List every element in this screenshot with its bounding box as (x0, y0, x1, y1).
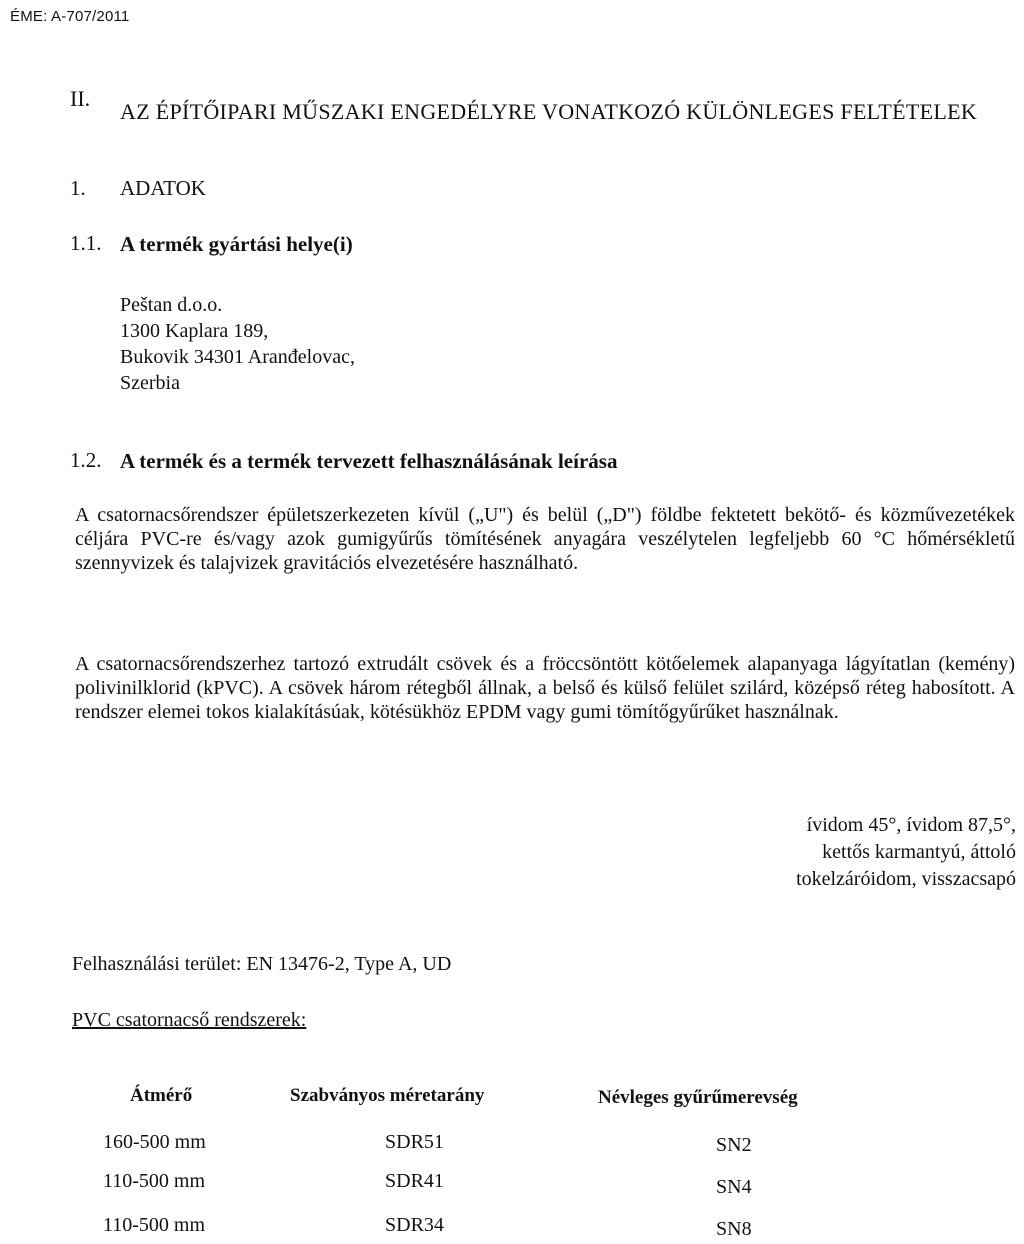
subsection-1-2-number: 1.2. (70, 448, 102, 472)
address-line: Bukovik 34301 Aranđelovac, (120, 346, 355, 368)
address-line: Szerbia (120, 372, 180, 394)
systems-title: PVC csatornacső rendszerek: (72, 1009, 307, 1031)
address-line: 1300 Kaplara 189, (120, 320, 269, 342)
fittings-list (676, 812, 1016, 893)
description-paragraph-1: A csatornacsőrendszer épületszerkezeten kívül („U") és belül („D") földbe fektetett bekötő- és közművezetékek céljára PVC-re és/vagy azok gumigyűrűs tömítésének anyagára veszélytelen legfeljebb 60 °C hőmérsékletű szennyvizek és talajvizek gravitációs elvezetésére használható. (75, 504, 1015, 574)
table-cell: SDR51 (385, 1131, 444, 1153)
address-line: Peštan d.o.o. (120, 294, 223, 316)
table-cell: SN4 (716, 1176, 752, 1198)
table-header-sdr: Szabványos méretarány (290, 1085, 485, 1106)
table-cell: SN2 (716, 1134, 752, 1156)
table-cell: SN8 (716, 1218, 752, 1240)
subsection-1-1-title: A termék gyártási helye(i) (120, 232, 353, 256)
fittings-line: kettős karmantyú, áttoló (822, 841, 1016, 863)
description-paragraph-2: A csatornacsőrendszerhez tartozó extrudált csövek és a fröccsöntött kötőelemek alapanyaga lágyítatlan (kemény) polivinilklorid (kPVC). A csövek három rétegből állnak, a belső és külső felület szilárd, középső réteg habosított. A rendszer elemei tokos kialakításúak, kötésükhöz EPDM vagy gumi tömítőgyűrűket használnak. (75, 653, 1015, 723)
document-id: ÉME: A-707/2011 (10, 8, 130, 25)
fittings-line: tokelzáróidom, visszacsapó (796, 868, 1016, 890)
table-header-stiffness: Névleges gyűrűmerevség (598, 1087, 798, 1108)
subsection-1-2-title: A termék és a termék tervezett felhasználásának leírása (120, 449, 618, 473)
section-title: AZ ÉPÍTŐIPARI MŰSZAKI ENGEDÉLYRE VONATKOZÓ KÜLÖNLEGES FELTÉTELEK (120, 99, 978, 124)
manufacturer-address (120, 292, 355, 396)
table-cell: 110-500 mm (103, 1214, 206, 1236)
table-cell: SDR41 (385, 1170, 444, 1192)
fittings-line: ívidom 45°, ívidom 87,5°, (806, 814, 1016, 836)
table-cell: 110-500 mm (103, 1170, 206, 1192)
subsection-1-number: 1. (70, 176, 86, 200)
section-number: II. (70, 86, 91, 111)
table-cell: 160-500 mm (103, 1131, 206, 1153)
table-cell: SDR34 (385, 1214, 444, 1236)
usage-area: Felhasználási terület: EN 13476-2, Type A, UD (72, 953, 452, 975)
subsection-1-1-number: 1.1. (70, 231, 102, 255)
subsection-1-title: ADATOK (120, 176, 206, 200)
table-header-diameter: Átmérő (130, 1085, 193, 1106)
